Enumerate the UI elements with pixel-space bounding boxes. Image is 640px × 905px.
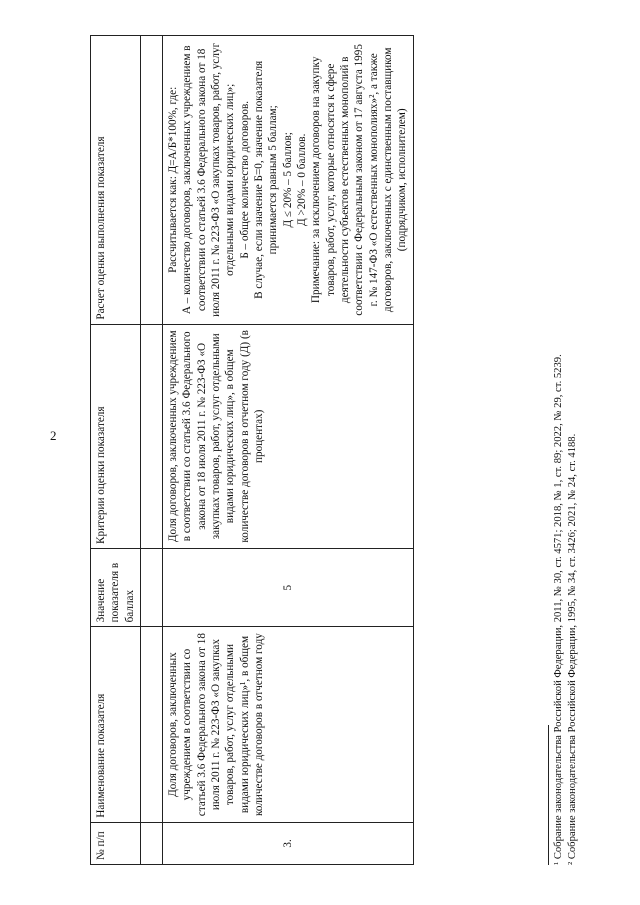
footnote-separator: [548, 725, 549, 865]
header-value: Значение показателя в баллах: [91, 548, 141, 626]
row-criteria: Доля договоров, заключенных учреждением в соответствии со статьей 3.6 Федерального закона от 18 июля 2011 г. № 223-ФЗ «О закупках товаров, работ, услуг отдельными видами юридических лиц», в общем количестве договоров в отчетном году (Д) (в процентах): [162, 324, 413, 548]
header-criteria: Критерии оценки показателя: [91, 324, 141, 548]
calc-line-2: А – количество договоров, заключенных учреждением в соответствии со статьей 3.6 Федерального закона от 18 июля 2011 г. № 223-ФЗ «О закупках товаров, работ, услуг отдельными видами юридических лиц»;: [181, 42, 237, 317]
footnote-1: ¹ Собрание законодательства Российской Федерации, 2011, № 30, ст. 4571; 2018, № 1, ст. 89; 2022, № 29, ст. 5239.: [553, 354, 564, 865]
header-calc: Расчет оценки выполнения показателя: [91, 36, 141, 325]
row-name: Доля договоров, заключенных учреждением в соответствии со статьей 3.6 Федерального закона от 18 июля 2011 г. № 223-ФЗ «О закупках товаров, работ, услуг отдельными видами юридических лиц»¹, в общем количестве договоров в отчетном году: [162, 627, 413, 822]
header-name: Наименование показателя: [91, 627, 141, 822]
footnotes: [552, 354, 581, 865]
calc-line-1: Рассчитывается как: Д=А/Б*100%, где:: [166, 86, 179, 273]
header-num: № п/п: [91, 822, 141, 864]
page-number: 2: [50, 428, 57, 443]
row-calc: [162, 36, 413, 325]
calc-line-4: В случае, если значение Б=0, значение показателя принимается равным 5 баллам;: [252, 60, 280, 299]
rotated-page-content: [90, 5, 640, 865]
table-row: [162, 36, 413, 865]
row-value: 5: [162, 548, 413, 626]
row-num: 3.: [162, 822, 413, 864]
calc-line-3: Б – общее количество договоров.: [238, 100, 251, 259]
table-header-row: [91, 36, 141, 865]
indicator-table: [90, 35, 414, 865]
calc-line-6: Д >20% – 0 баллов.: [295, 133, 308, 227]
separator-row: [140, 36, 162, 865]
calc-line-5: Д ≤ 20% – 5 баллов;: [281, 132, 294, 228]
footnote-2: ² Собрание законодательства Российской Федерации, 1995, № 34, ст. 3426; 2021, № 24, ст. 4188.: [567, 433, 579, 865]
calc-line-7: Примечание: за исключением договоров на закупку товаров, работ, услуг, которые относятся к сфере деятельности субъектов естественных монополий в соответствии с Федеральным законом от 17 августа 1995 г. № 147-ФЗ «О естественных монополиях»², а также договоров, заключенных с единственным поставщиком (подрядчиком, исполнителем): [310, 44, 409, 316]
